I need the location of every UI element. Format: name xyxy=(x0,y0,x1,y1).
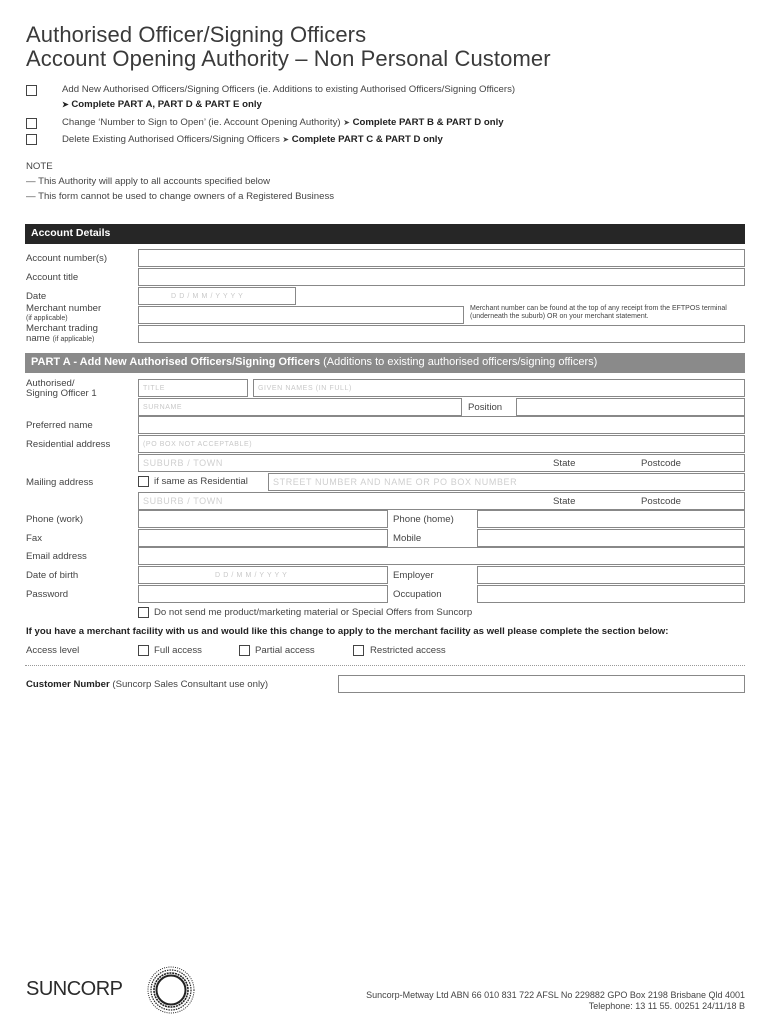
account-numbers-label: Account number(s) xyxy=(26,253,108,264)
arrow-right-icon: ➤ xyxy=(343,118,350,127)
mobile-field[interactable] xyxy=(477,529,745,547)
full-access-label: Full access xyxy=(154,645,202,656)
option-add-instruction: ➤ Complete PART A, PART D & PART E only xyxy=(62,99,262,110)
customer-number-field[interactable] xyxy=(338,675,745,693)
merchant-trading-label: Merchant trading xyxy=(26,323,98,334)
given-names-field[interactable]: GIVEN NAMES (IN FULL) xyxy=(253,379,745,397)
option-change-text: Change ‘Number to Sign to Open’ (ie. Account Opening Authority) ➤ Complete PART B & PART D only xyxy=(62,117,504,128)
date-label: Date xyxy=(26,291,47,302)
merchant-number-label: Merchant number xyxy=(26,303,102,314)
merchant-number-note: Merchant number can be found at the top of any receipt from the EFTPOS terminal (underneath the suburb) OR on your merchant statement. xyxy=(470,305,727,320)
phone-home-field[interactable] xyxy=(477,510,745,528)
restricted-access-checkbox[interactable] xyxy=(353,645,364,656)
note-item-1: — This Authority will apply to all accounts specified below xyxy=(26,176,271,187)
partial-access-label: Partial access xyxy=(255,645,315,656)
part-a-header: PART A - Add New Authorised Officers/Signing Officers (Additions to existing authorised officers/signing officers) xyxy=(25,353,745,373)
officer-label-2: Signing Officer 1 xyxy=(26,388,97,399)
fax-label: Fax xyxy=(26,533,42,544)
mobile-label: Mobile xyxy=(393,533,422,544)
account-title-field[interactable] xyxy=(138,268,745,286)
phone-work-label: Phone (work) xyxy=(26,514,84,525)
form-title-line2: Account Opening Authority – Non Personal Customer xyxy=(26,46,551,71)
footer-line-2: Telephone: 13 11 55. 00251 24/11/18 B xyxy=(588,1001,745,1011)
merchant-facility-note: If you have a merchant facility with us and would like this change to apply to the merchant facility as well please complete the section below: xyxy=(26,626,669,637)
residential-suburb-field[interactable]: SUBURB / TOWN State Postcode xyxy=(138,454,745,472)
mailing-postcode-label: Postcode xyxy=(641,496,682,507)
email-field[interactable] xyxy=(138,547,745,565)
full-access-checkbox[interactable] xyxy=(138,645,149,656)
account-details-header: Account Details xyxy=(25,224,745,244)
same-as-residential-checkbox[interactable] xyxy=(138,476,149,487)
section-divider xyxy=(25,665,745,666)
option-delete-checkbox[interactable] xyxy=(26,134,37,145)
residential-address-label: Residential address xyxy=(26,439,111,450)
no-marketing-checkbox[interactable] xyxy=(138,607,149,618)
partial-access-checkbox[interactable] xyxy=(239,645,250,656)
form-title-line1: Authorised Officer/Signing Officers xyxy=(26,22,367,47)
suncorp-logo-icon xyxy=(146,965,196,1015)
option-delete-text: Delete Existing Authorised Officers/Signing Officers ➤ Complete PART C & PART D only xyxy=(62,134,443,145)
mailing-address-label: Mailing address xyxy=(26,477,94,488)
phone-work-field[interactable] xyxy=(138,510,388,528)
residential-postcode-label: Postcode xyxy=(641,458,682,469)
same-as-residential-label: if same as Residential xyxy=(154,476,248,487)
customer-number-label: Customer Number (Suncorp Sales Consultant use only) xyxy=(26,679,269,690)
brand-name: SUNCORP xyxy=(26,978,123,1000)
dob-field[interactable]: D D / M M / Y Y Y Y xyxy=(138,566,388,584)
option-add-text: Add New Authorised Officers/Signing Officers (ie. Additions to existing Authorised Officers/Signing Officers) xyxy=(62,84,516,95)
officer-label-1: Authorised/ xyxy=(26,378,75,389)
fax-field[interactable] xyxy=(138,529,388,547)
dob-label: Date of birth xyxy=(26,570,79,581)
merchant-number-field[interactable] xyxy=(138,306,464,324)
mailing-street-field[interactable]: STREET NUMBER AND NAME OR PO BOX NUMBER xyxy=(268,473,745,491)
preferred-name-label: Preferred name xyxy=(26,420,93,431)
residential-address-field[interactable]: (PO BOX NOT ACCEPTABLE) xyxy=(138,435,745,453)
occupation-label: Occupation xyxy=(393,589,442,600)
merchant-trading-label-2: name (if applicable) xyxy=(26,333,95,344)
preferred-name-field[interactable] xyxy=(138,416,745,434)
merchant-number-sub: (if applicable) xyxy=(26,315,68,322)
position-label: Position xyxy=(468,402,503,413)
arrow-right-icon: ➤ xyxy=(62,100,69,109)
title-field[interactable]: TITLE xyxy=(138,379,248,397)
date-field[interactable]: D D / M M / Y Y Y Y xyxy=(138,287,296,305)
restricted-access-label: Restricted access xyxy=(370,645,446,656)
mailing-state-label: State xyxy=(553,496,576,507)
merchant-trading-field[interactable] xyxy=(138,325,745,343)
password-field[interactable] xyxy=(138,585,388,603)
no-marketing-label: Do not send me product/marketing material or Special Offers from Suncorp xyxy=(154,607,473,618)
footer-line-1: Suncorp-Metway Ltd ABN 66 010 831 722 AFSL No 229882 GPO Box 2198 Brisbane Qld 4001 xyxy=(366,990,745,1000)
arrow-right-icon: ➤ xyxy=(282,135,290,144)
surname-field[interactable]: SURNAME xyxy=(138,398,462,416)
access-level-label: Access level xyxy=(26,645,80,656)
account-numbers-field[interactable] xyxy=(138,249,745,267)
note-heading: NOTE xyxy=(26,161,53,172)
option-change-checkbox[interactable] xyxy=(26,118,37,129)
residential-state-label: State xyxy=(553,458,576,469)
position-field[interactable] xyxy=(516,398,745,416)
employer-field[interactable] xyxy=(477,566,745,584)
option-add-checkbox[interactable] xyxy=(26,85,37,96)
mailing-suburb-field[interactable]: SUBURB / TOWN State Postcode xyxy=(138,492,745,510)
email-label: Email address xyxy=(26,551,87,562)
note-item-2: — This form cannot be used to change owners of a Registered Business xyxy=(26,191,335,202)
account-title-label: Account title xyxy=(26,272,79,283)
employer-label: Employer xyxy=(393,570,434,581)
password-label: Password xyxy=(26,589,69,600)
occupation-field[interactable] xyxy=(477,585,745,603)
phone-home-label: Phone (home) xyxy=(393,514,454,525)
